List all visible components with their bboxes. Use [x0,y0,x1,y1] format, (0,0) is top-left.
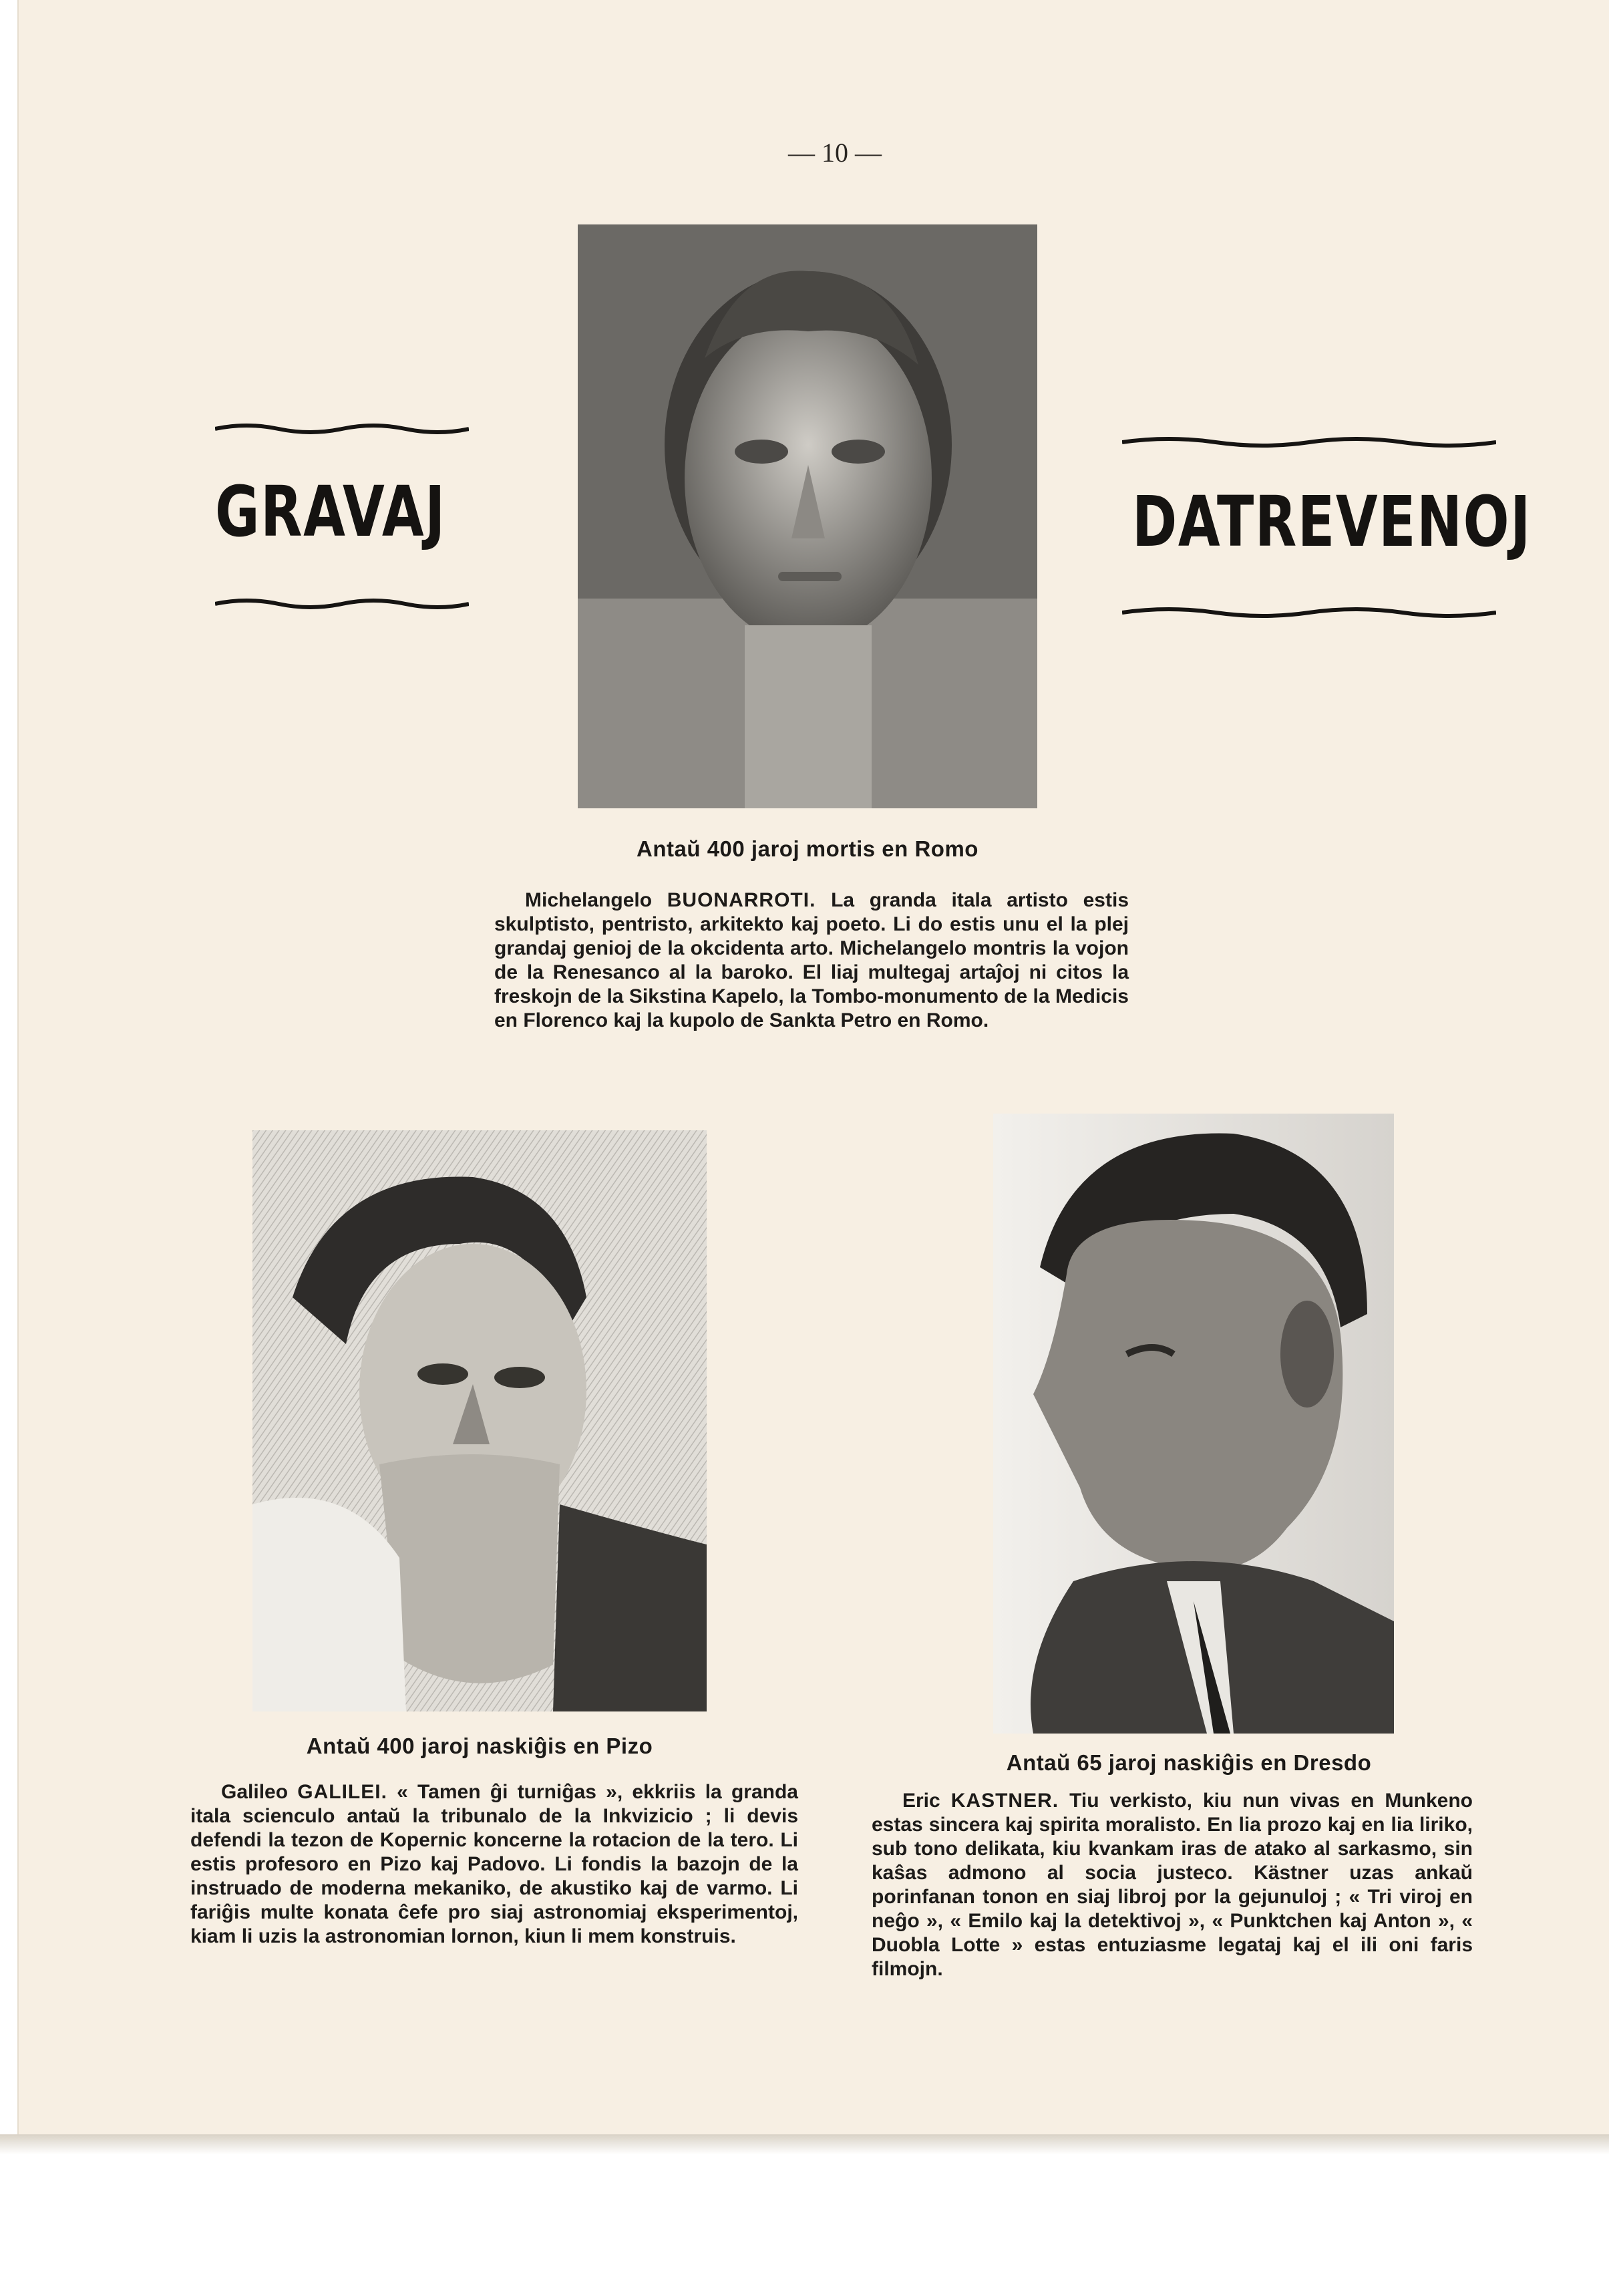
caption-michelangelo: Antaŭ 400 jaroj mortis en Romo [637,836,978,861]
article-michelangelo-last-name: BUONARROTI. [667,889,816,911]
caption-kastner: Antaŭ 65 jaroj naskiĝis en Dresdo [1006,1750,1372,1775]
article-galileo-text [190,1780,798,1949]
article-michelangelo-first-name: Michelangelo [525,889,653,911]
article-galileo-first-name: Galileo [221,1781,289,1803]
page-number: — 10 — [788,138,882,168]
photo-kastner-portrait [993,1114,1394,1734]
article-kastner-body: Tiu verkisto, kiu nun vivas en Munkeno estas sincera kaj spirita moralisto. En lia prozo kaj en lia liriko, sub tono delikata, kiu kvankam iras de atako al sarkasmo, sin kaŝas admono al socia justeco. Kästner uzas ankaŭ porinfanan tonon en siaj libroj por la gejunuloj ; « Tri viroj en neĝo », « Emilo kaj la detektivoj », « Punktchen kaj Anton », « Duobla Lotte » estas entuziasme legataj kaj el ili oni faris filmojn. [872,1790,1473,1980]
photo-michelangelo-bust [578,224,1037,808]
wavy-rule-left-bottom [215,596,469,612]
section-heading-right: DATREVENOJ [1132,481,1532,562]
article-kastner-last-name: KASTNER. [950,1790,1059,1812]
wavy-rule-right-bottom [1122,605,1496,621]
article-galileo-last-name: GALILEI. [297,1781,387,1803]
caption-galileo: Antaŭ 400 jaroj naskiĝis en Pizo [306,1734,653,1758]
article-michelangelo-body: La granda itala artisto estis skulptisto, pentristo, arkitekto kaj poeto. Li do estis unu el la plej grandaj genioj de la okcidenta arto. Michelangelo montris la vojon de la Renesanco al la baroko. El liaj multegaj artaĵoj ni citos la freskojn de la Sikstina Kapelo, la Tombo-monumento de la Medicis en Florenco kaj la kupolo de Sankta Petro en Romo. [494,889,1129,1031]
photo-galileo-engraving [252,1130,707,1711]
article-kastner-text [872,1789,1473,1981]
section-heading-left: GRAVAJ [215,471,446,552]
wavy-rule-left-top [215,421,469,437]
article-galileo-body: « Tamen ĝi turniĝas », ekkriis la granda itala scienculo antaŭ la tribunalo de la Inkvizicio ; li devis defendi la tezon de Kopernic koncerne la rotacion de la tero. Li estis profesoro en Pizo kaj Padovo. Li fondis la bazojn de la instruado de moderna mekaniko, de akustiko kaj de varmo. Li fariĝis multe konata ĉefe pro siaj astronomiaj eksperimentoj, kiam li uzis la astronomian lornon, kiun li mem konstruis. [190,1781,798,1947]
wavy-rule-right-top [1122,434,1496,450]
article-michelangelo-text [494,888,1129,1033]
article-kastner-first-name: Eric [902,1790,940,1812]
page-edge-shadow [0,2134,1609,2154]
